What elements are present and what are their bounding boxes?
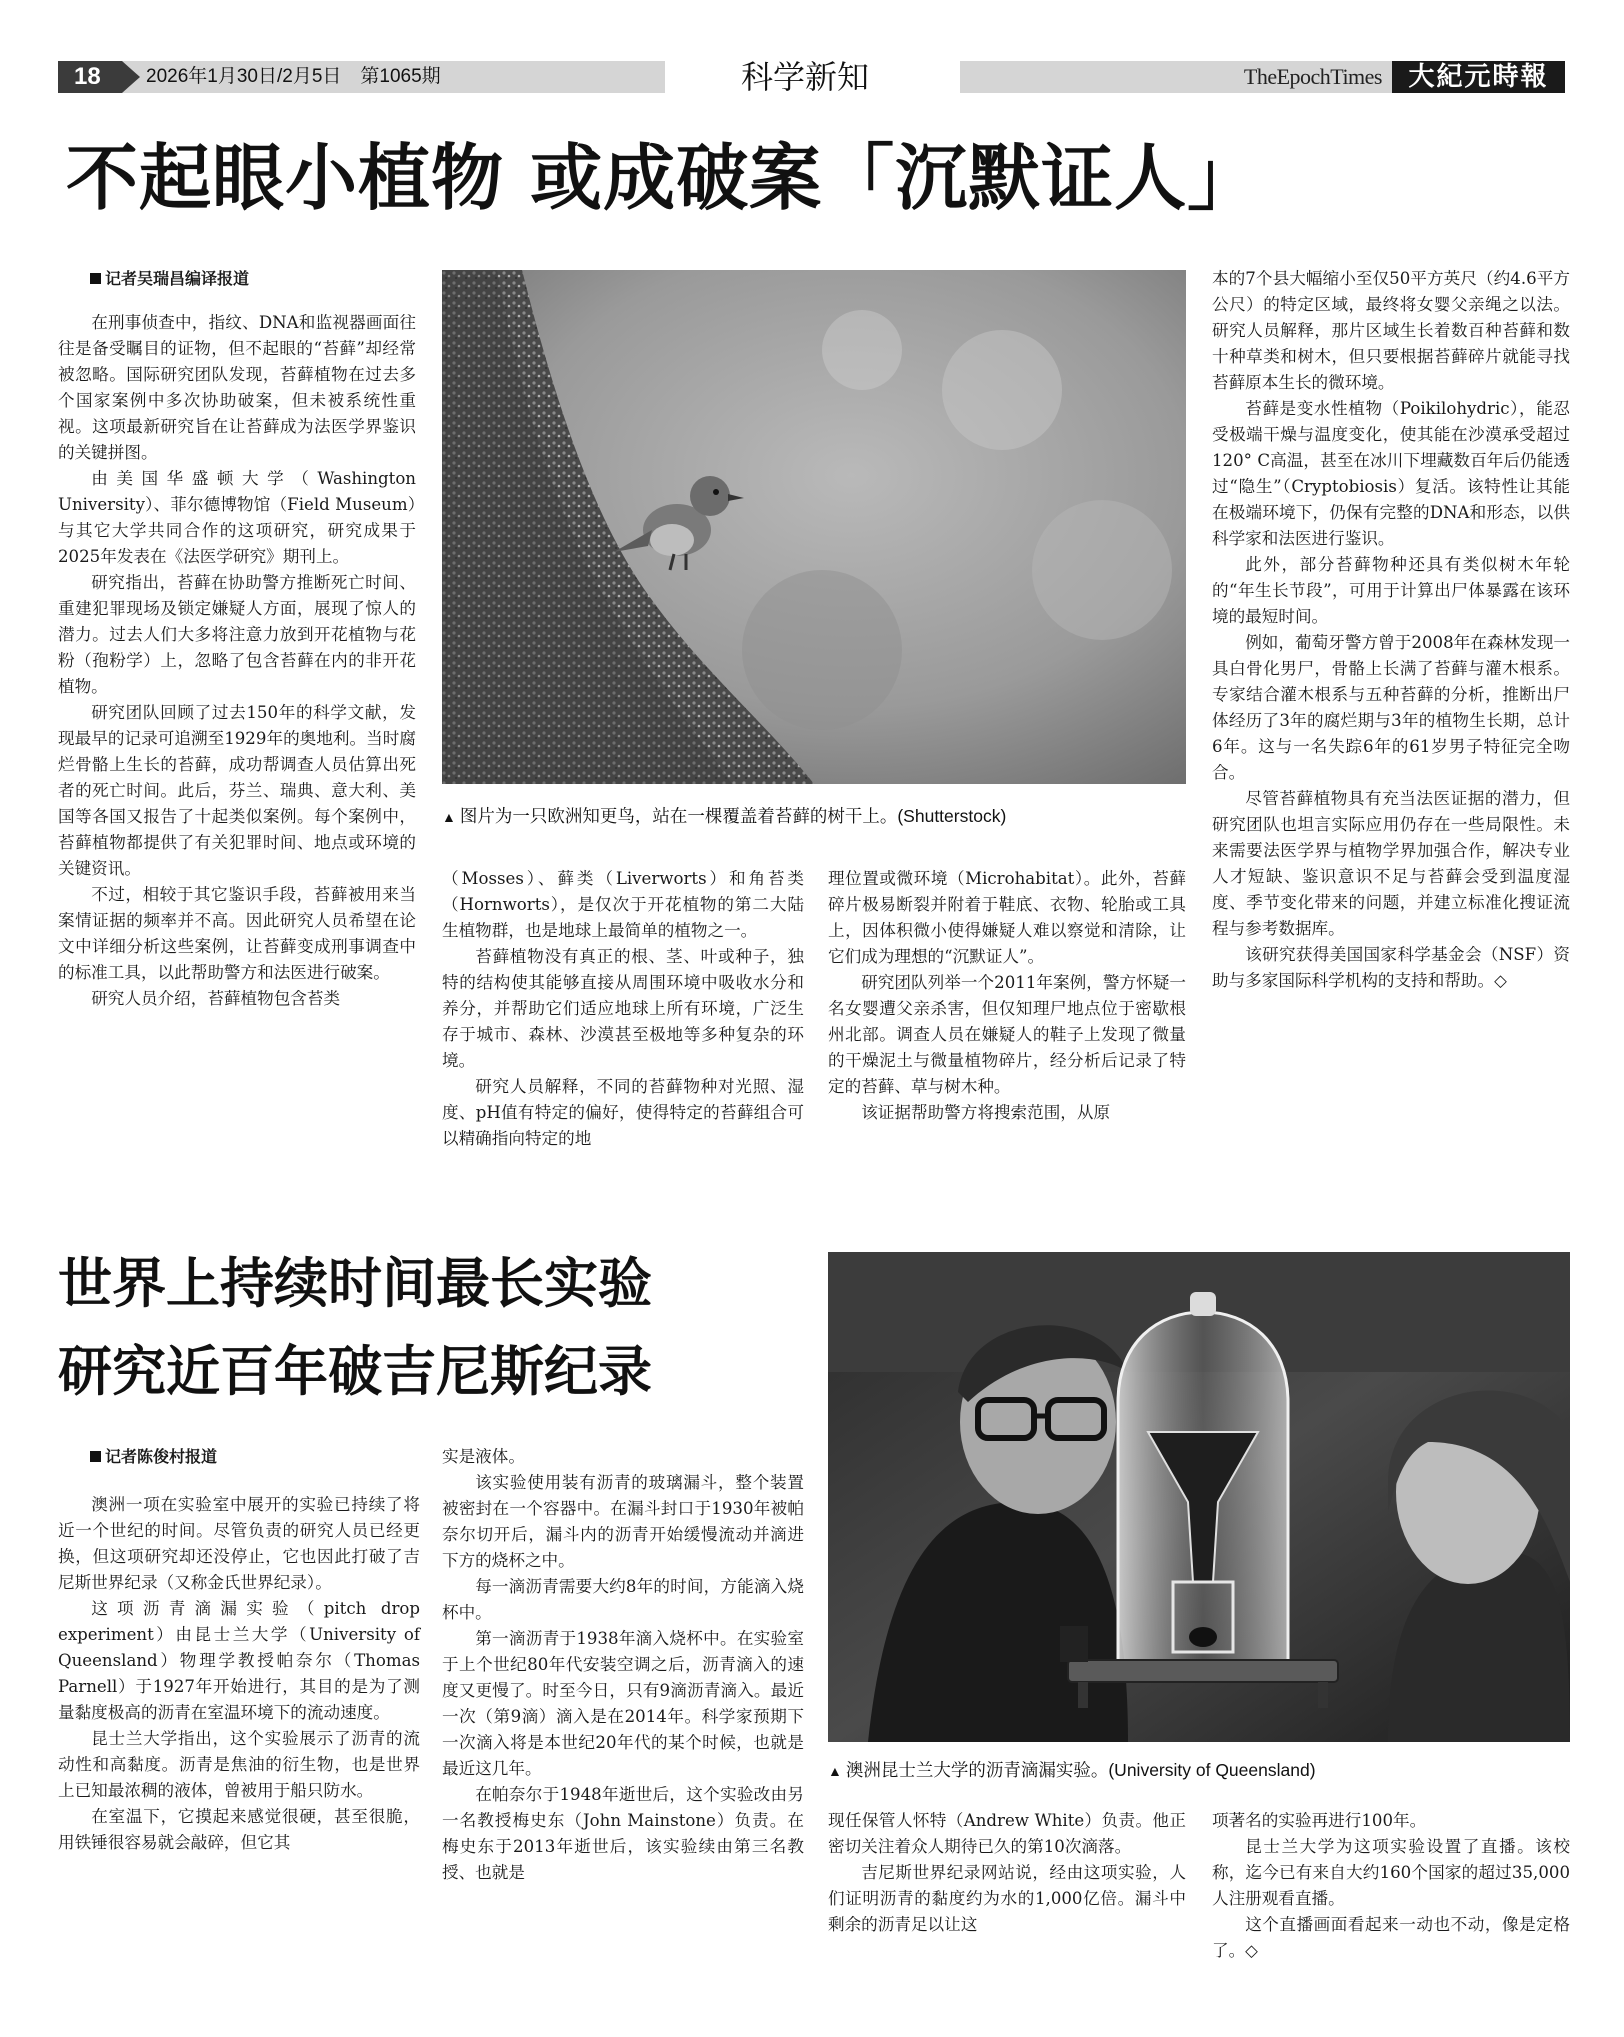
article1-headline: 不起眼小植物 或成破案「沉默证人」 [66,136,1261,220]
robin-photo-caption [442,804,1006,829]
article2-column-2 [442,1444,804,1886]
paragraph: 不过，相较于其它鉴识手段，苔藓被用来当案情证据的频率并不高。因此研究人员希望在论文中详细分析这些案例，让苔藓变成刑事调查中的标准工具，以此帮助警方和法医进行破案。 [58,885,416,982]
paragraph: 该证据帮助警方将搜索范围，从原 [861,1103,1111,1122]
robin-on-moss-image [442,270,1186,784]
paragraph: 昆士兰大学指出，这个实验展示了沥青的流动性和高黏度。沥青是焦油的衍生物，也是世界上已知最浓稠的液体，曾被用于船只防水。 [58,1729,420,1800]
paragraph: 项著名的实验再进行100年。 [1212,1811,1427,1830]
paragraph: 该研究获得美国国家科学基金会（NSF）资助与多家国际科学机构的支持和帮助。◇ [1212,945,1570,990]
paragraph: 第一滴沥青于1938年滴入烧杯中。在实验室于上个世纪80年代安装空调之后，沥青滴入的速度又更慢了。时至今日，只有9滴沥青滴入。最近一次（第9滴）滴入是在2014年。科学家预期下一次滴入将是本世纪20年代的某个时候，也就是最近这几年。 [442,1629,804,1778]
paragraph: 现任保管人怀特（Andrew White）负责。他正密切关注着众人期待已久的第10次滴落。 [828,1811,1186,1856]
paragraph: 该实验使用装有沥青的玻璃漏斗，整个装置被密封在一个容器中。在漏斗封口于1930年被帕奈尔切开后，漏斗内的沥青开始缓慢流动并滴进下方的烧杯之中。 [442,1473,804,1570]
caption-text: 图片为一只欧洲知更鸟，站在一棵覆盖着苔藓的树干上。(Shutterstock) [459,806,1007,826]
article2-column-1 [58,1444,420,1856]
paragraph: 澳洲一项在实验室中展开的实验已持续了将近一个世纪的时间。尽管负责的研究人员已经更换，但这项研究却还没停止，它也因此打破了吉尼斯世界纪录（又称金氏世界纪录）。 [58,1495,420,1592]
paragraph: 这项沥青滴漏实验（pitch drop experiment）由昆士兰大学（University of Queensland）物理学教授帕奈尔（Thomas Parnell）于1927年开始进行，其目的是为了测量黏度极高的沥青在室温环境下的流动速度。 [58,1599,420,1722]
article2-byline: 记者陈俊村报道 [58,1444,420,1470]
paragraph: 在刑事侦查中，指纹、DNA和监视器画面往往是备受瞩目的证物，但不起眼的“苔藓”却经常被忽略。国际研究团队发现，苔藓植物在过去多个国家案例中多次协助破案，但未被系统性重视。这项最新研究旨在让苔藓成为法医学界鉴识的关键拼图。 [58,313,416,462]
article1-column-4 [1212,266,1570,994]
article1-column-2 [442,866,804,1152]
robin-photo [442,270,1186,784]
issue-date: 2026年1月30日/2月5日 第1065期 [146,66,441,87]
paragraph: 例如，葡萄牙警方曾于2008年在森林发现一具白骨化男尸，骨骼上长满了苔藓与灌木根系。专家结合灌木根系与五种苔藓的分析，推断出尸体经历了3年的腐烂期与3年的植物生长期，总计6年。这与一名失踪6年的61岁男子特征完全吻合。 [1212,633,1570,782]
caption-text: 澳洲昆士兰大学的沥青滴漏实验。(University of Queensland) [845,1760,1316,1780]
pitch-drop-experiment-image [828,1252,1570,1742]
paragraph: 在帕奈尔于1948年逝世后，这个实验改由另一名教授梅史东（John Mainstone）负责。在梅史东于2013年逝世后，该实验续由第三名教授、也就是 [442,1785,804,1882]
header-left-bar [58,61,665,93]
article2-headline-line2: 研究近百年破吉尼斯纪录 [58,1340,652,1403]
section-title: 科学新知 [740,58,869,96]
paragraph: 尽管苔藓植物具有充当法医证据的潜力，但研究团队也坦言实际应用仍存在一些局限性。未来需要法医学界与植物学界加强合作，解决专业人才短缺、鉴识意识不足与苔藓会受到温度湿度、季节变化带来的问题，并建立标准化搜证流程与参考数据库。 [1212,789,1570,938]
article1-byline: 记者吴瑞昌编译报道 [58,266,416,292]
paragraph: 这个直播画面看起来一动也不动，像是定格了。◇ [1212,1915,1570,1960]
paragraph: 在室温下，它摸起来感觉很硬，甚至很脆，用铁锤很容易就会敲碎，但它其 [58,1807,420,1852]
page-number: 18 [58,61,122,93]
article2-column-4 [1212,1808,1570,1964]
paragraph: 昆士兰大学为这项实验设置了直播。该校称，迄今已有来自大约160个国家的超过35,000人注册观看直播。 [1212,1837,1570,1908]
pitch-drop-photo-caption [828,1758,1316,1783]
article1-column-1 [58,266,416,1012]
paragraph: 本的7个县大幅缩小至仅50平方英尺（约4.6平方公尺）的特定区域，最终将女婴父亲绳之以法。研究人员解释，那片区域生长着数百种苔藓和数十种草类和树木，但只要根据苔藓碎片就能寻找苔藓原本生长的微环境。 [1212,269,1570,392]
paragraph: 苔藓植物没有真正的根、茎、叶或种子，独特的结构使其能够直接从周围环境中吸收水分和养分，并帮助它们适应地球上所有环境，广泛生存于城市、森林、沙漠甚至极地等多种复杂的环境。 [442,947,804,1070]
paragraph: 研究人员解释，不同的苔藓物种对光照、湿度、pH值有特定的偏好，使得特定的苔藓组合可以精确指向特定的地 [442,1077,804,1148]
paragraph: （Mosses）、藓类（Liverworts）和角苔类（Hornworts），是仅次于开花植物的第二大陆生植物群，也是地球上最简单的植物之一。 [442,869,804,940]
caption-triangle-icon: ▲ [828,1763,842,1779]
article1-column-3 [828,866,1186,1126]
paragraph: 吉尼斯世界纪录网站说，经由这项实验，人们证明沥青的黏度约为水的1,000亿倍。漏斗中剩余的沥青足以让这 [828,1863,1186,1934]
paragraph: 实是液体。 [442,1447,525,1466]
paragraph: 每一滴沥青需要大约8年的时间，方能滴入烧杯中。 [442,1577,804,1622]
caption-triangle-icon: ▲ [442,809,456,825]
paragraph: 研究团队列举一个2011年案例，警方怀疑一名女婴遭父亲杀害，但仅知理尸地点位于密歇根州北部。调查人员在嫌疑人的鞋子上发现了微量的干燥泥土与微量植物碎片，经分析后记录了特定的苔藓、草与树木种。 [828,973,1186,1096]
paragraph: 研究指出，苔藓在协助警方推断死亡时间、重建犯罪现场及锁定嫌疑人方面，展现了惊人的潜力。过去人们大多将注意力放到开花植物与花粉（孢粉学）上，忽略了包含苔藓在内的非开花植物。 [58,573,416,696]
article2-headline-line1: 世界上持续时间最长实验 [58,1252,652,1315]
paragraph: 由美国华盛顿大学（Washington University）、菲尔德博物馆（Field Museum）与其它大学共同合作的这项研究，研究成果于2025年发表在《法医学研究》期刊上。 [58,469,416,566]
paragraph: 理位置或微环境（Microhabitat）。此外，苔藓碎片极易断裂并附着于鞋底、衣物、轮胎或工具上，因体积微小使得嫌疑人难以察觉和清除，让它们成为理想的“沉默证人”。 [828,869,1186,966]
paragraph: 苔藓是变水性植物（Poikilohydric），能忍受极端干燥与温度变化，使其能在沙漠承受超过120° C高温，甚至在冰川下埋藏数百年后仍能透过“隐生”（Cryptobiosis）复活。该特性让其能在极端环境下，仍保有完整的DNA和形态，以供科学家和法医进行鉴识。 [1212,399,1570,548]
masthead-chinese-logo: 大紀元時報 [1392,61,1565,93]
paragraph: 此外，部分苔藓物种还具有类似树木年轮的“年生长节段”，可用于计算出尸体暴露在该环境的最短时间。 [1212,555,1570,626]
paragraph: 研究人员介绍，苔藓植物包含苔类 [91,989,341,1008]
pitch-drop-photo [828,1252,1570,1742]
masthead-english: TheEpochTimes [1243,64,1382,89]
article2-column-3 [828,1808,1186,1938]
paragraph: 研究团队回顾了过去150年的科学文献，发现最早的记录可追溯至1929年的奥地利。当时腐烂骨骼上生长的苔藓，成功帮调查人员估算出死者的死亡时间。此后，芬兰、瑞典、意大利、美国等各国又报告了十起类似案例。每个案例中，苔藓植物都提供了有关犯罪时间、地点或环境的关键资讯。 [58,703,416,878]
